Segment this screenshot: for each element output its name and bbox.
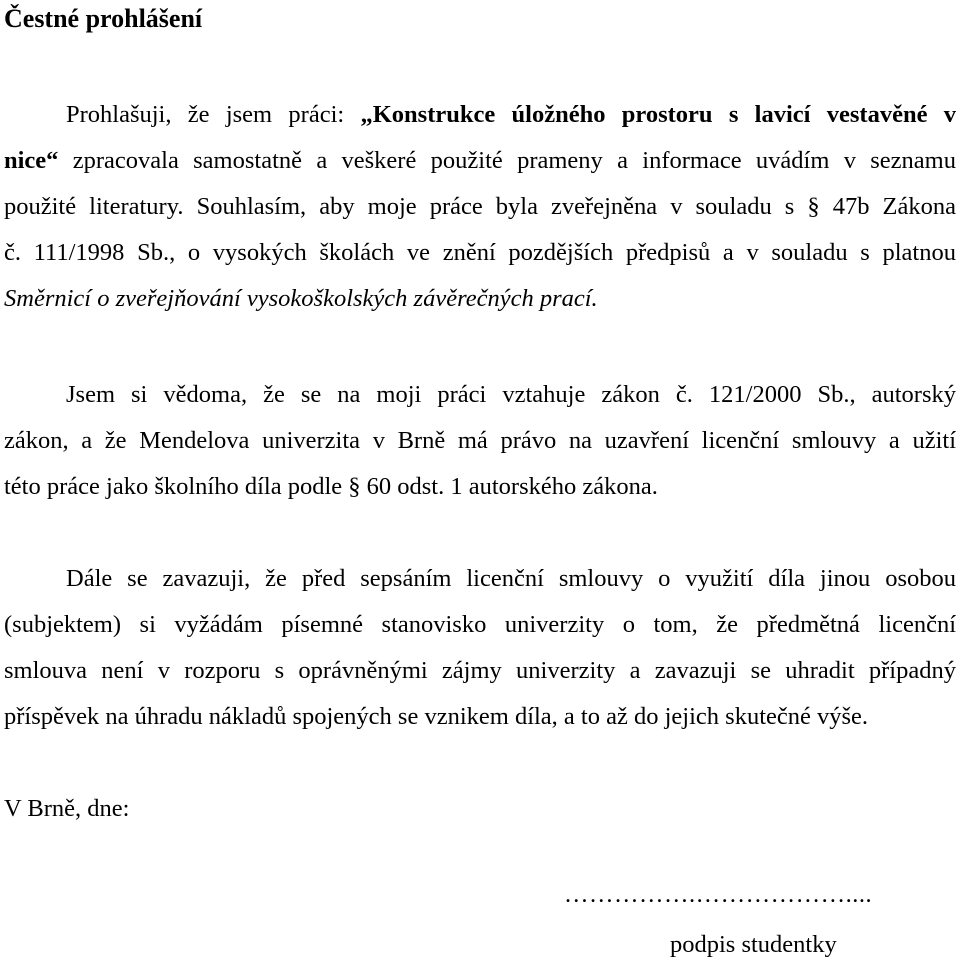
directive-name: Směrnicí o zveřejňování vysokoškolských závěrečných prací. — [4, 285, 598, 312]
obligation-line-4: příspěvek na úhradu nákladů spojených se vznikem díla, a to až do jejich skutečné výše. — [4, 703, 869, 730]
declaration-line-4: č. 111/1998 Sb., o vysokých školách ve znění pozdějších předpisů a v souladu s platnou — [4, 239, 956, 266]
copyright-paragraph — [4, 372, 956, 510]
place-date-label: V Brně, dne: — [4, 795, 130, 822]
signature-label: podpis studentky — [670, 931, 837, 958]
declaration-line-3: použité literatury. Souhlasím, aby moje práce byla zveřejněna v souladu s § 47b Zákona — [4, 193, 956, 220]
obligation-line-2: (subjektem) si vyžádám písemné stanovisko univerzity o tom, že předmětná licenční — [4, 611, 956, 638]
copyright-line-1: Jsem si vědoma, že se na moji práci vztahuje zákon č. 121/2000 Sb., autorský — [66, 381, 956, 408]
page-title: Čestné prohlášení — [4, 4, 203, 33]
declaration-line-5 — [4, 276, 956, 322]
declaration-line-2 — [4, 138, 956, 184]
obligation-line-1: Dále se zavazuji, že před sepsáním licenční smlouvy o využití díla jinou osobou — [66, 565, 956, 592]
declaration-line-1 — [4, 92, 956, 138]
obligation-paragraph — [4, 556, 956, 740]
copyright-line-2: zákon, a že Mendelova univerzita v Brně má právo na uzavření licenční smlouvy a užití — [4, 427, 956, 454]
signature-line: …………….……………….... — [564, 881, 873, 908]
declaration-paragraph — [4, 92, 956, 322]
thesis-title-part-2: nice“ — [4, 147, 59, 174]
copyright-line-3: této práce jako školního díla podle § 60 odst. 1 autorského zákona. — [4, 473, 658, 500]
thesis-title-part-1: „Konstrukce úložného prostoru s lavicí vestavěné v — [360, 101, 956, 128]
obligation-line-3: smlouva není v rozporu s oprávněnými zájmy univerzity a zavazuji se uhradit případný — [4, 657, 956, 684]
declaration-intro-text: Prohlašuji, že jsem práci: — [66, 101, 361, 128]
declaration-line-2-text: zpracovala samostatně a veškeré použité prameny a informace uvádím v seznamu — [58, 147, 956, 174]
